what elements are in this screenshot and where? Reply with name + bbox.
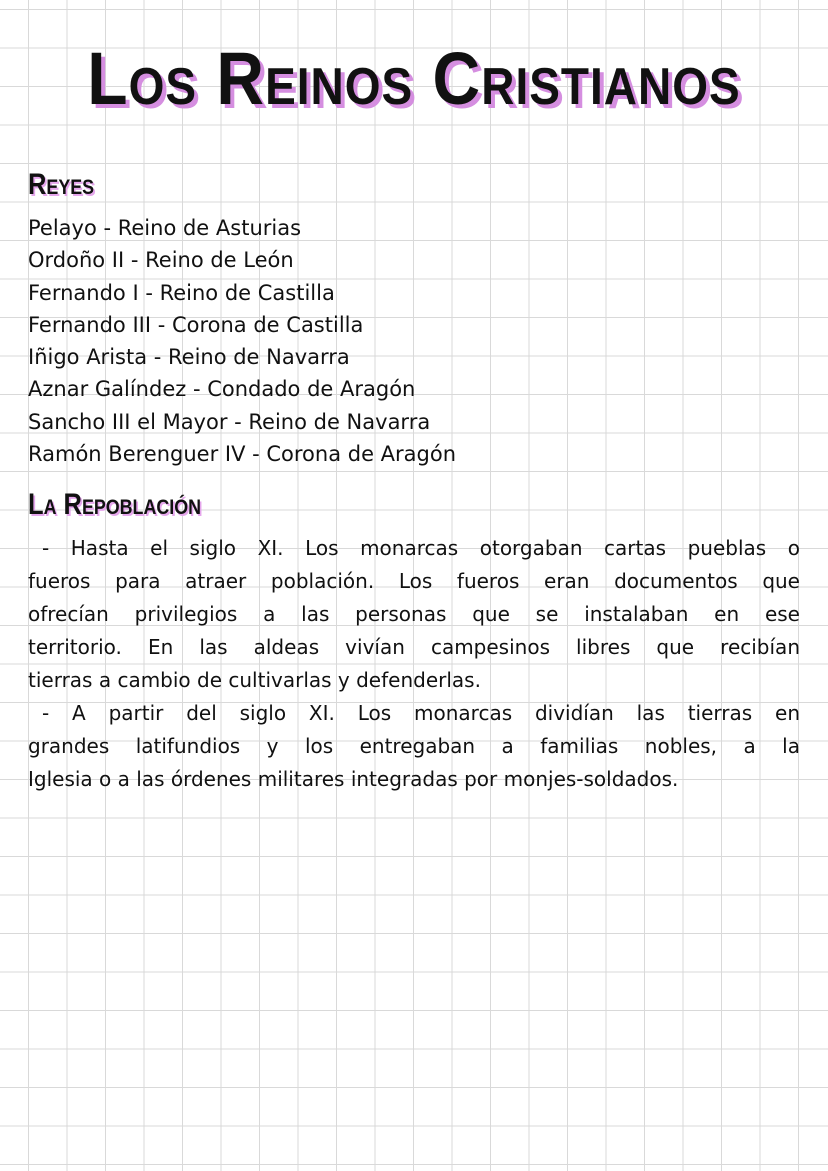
text-line: Iglesia o a las órdenes militares integradas por monjes-soldados. xyxy=(28,767,679,791)
text-line: fueros para atraer población. Los fueros eran documentos que xyxy=(28,569,800,593)
list-item: Aznar Galíndez - Condado de Aragón xyxy=(28,377,416,402)
text-line: - A partir del siglo XI. Los monarcas dividían las tierras en xyxy=(42,701,800,725)
page-title: Los Reinos Cristianos xyxy=(87,36,741,120)
kings-list xyxy=(28,212,456,470)
text-line: tierras a cambio de cultivarlas y defenderlas. xyxy=(28,668,481,692)
list-item: Ramón Berenguer IV - Corona de Aragón xyxy=(28,442,457,467)
text-line: grandes latifundios y los entregaban a familias nobles, a la xyxy=(28,734,800,758)
section-heading-repoblacion: La Repoblación xyxy=(28,488,201,521)
repoblacion-paragraph xyxy=(28,532,800,796)
text-line: - Hasta el siglo XI. Los monarcas otorgaban cartas pueblas o xyxy=(42,536,800,560)
list-item: Fernando I - Reino de Castilla xyxy=(28,280,335,305)
section-heading-reyes: Reyes xyxy=(28,168,95,201)
list-item: Iñigo Arista - Reino de Navarra xyxy=(28,345,350,370)
text-line: territorio. En las aldeas vivían campesinos libres que recibían xyxy=(28,635,800,659)
list-item: Fernando III - Corona de Castilla xyxy=(28,312,364,337)
text-line: ofrecían privilegios a las personas que se instalaban en ese xyxy=(28,602,800,626)
list-item: Pelayo - Reino de Asturias xyxy=(28,216,302,240)
list-item: Ordoño II - Reino de León xyxy=(28,248,294,273)
list-item: Sancho III el Mayor - Reino de Navarra xyxy=(28,409,431,434)
